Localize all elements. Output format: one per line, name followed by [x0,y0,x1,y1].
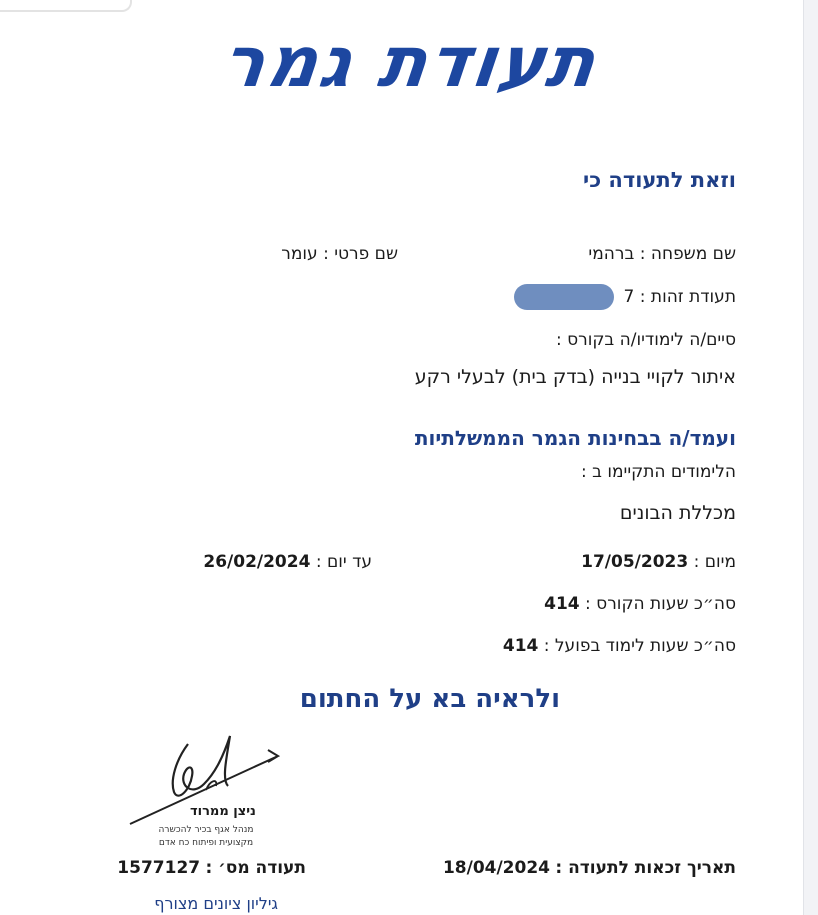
right-edge-strip [803,0,818,915]
course-hours-value: 414 [544,594,580,614]
institution-name: מכללת הבונים [619,502,736,524]
to-date-label: עד יום : [315,552,372,572]
course-hours-row [544,594,736,614]
intro-heading: וזאת לתעודה כי [583,168,736,192]
from-date-label: מיום : [693,552,736,572]
signer-role-line-1: מנהל אגף בכיר להכשרה [158,825,254,835]
first-name-row [281,244,398,264]
actual-hours-value: 414 [502,636,539,656]
signer-name: ניצן ממרוד [190,804,256,819]
entitlement-date-value: 18/04/2024 [442,858,550,878]
to-date-value: 26/02/2024 [203,552,311,572]
certificate-number-label: תעודה מס׳ : [205,858,306,878]
signer-role-line-2: מקצועית ופיתוח כח אדם [158,838,254,848]
first-name-value: עומר [281,244,318,264]
last-name-value: ברהמי [588,244,635,264]
entitlement-date-row [443,858,736,878]
actual-hours-row [503,636,736,656]
grades-sheet-note: גיליון ציונים מצורף [154,894,278,913]
course-name: איתור לקויי בנייה (בדק בית) לבעלי רקע [414,366,736,388]
to-date-row [203,552,372,572]
actual-hours-label: סה״כ שעות לימוד בפועל : [543,636,736,656]
course-hours-label: סה״כ שעות הקורס : [585,594,736,614]
signer-role [136,824,276,850]
first-name-label: שם פרטי : [323,244,398,264]
last-name-label: שם משפחה : [639,244,736,264]
studies-location-label: הלימודים התקיימו ב : [580,462,736,482]
exam-heading: ועמד/ה בבחינות הגמר הממשלתיות [414,426,736,450]
id-row [514,284,736,310]
certificate-number-row [117,858,306,878]
id-redaction-blur [514,284,614,310]
id-value: 7 [623,287,635,307]
last-name-row [588,244,736,264]
witness-heading: ולראיה בא על החתום [299,684,560,714]
certificate-number-value: 1577127 [117,858,201,878]
completed-course-label: סיים/ה לימודיו/ה בקורס : [555,330,736,350]
entitlement-date-label: תאריך זכאות לתעודה : [555,858,736,878]
id-label: תעודת זהות : [639,287,736,307]
from-date-row [581,552,736,572]
from-date-value: 17/05/2023 [581,552,689,572]
certificate-title: תעודת גמר [217,21,603,103]
corner-mark [0,0,132,12]
